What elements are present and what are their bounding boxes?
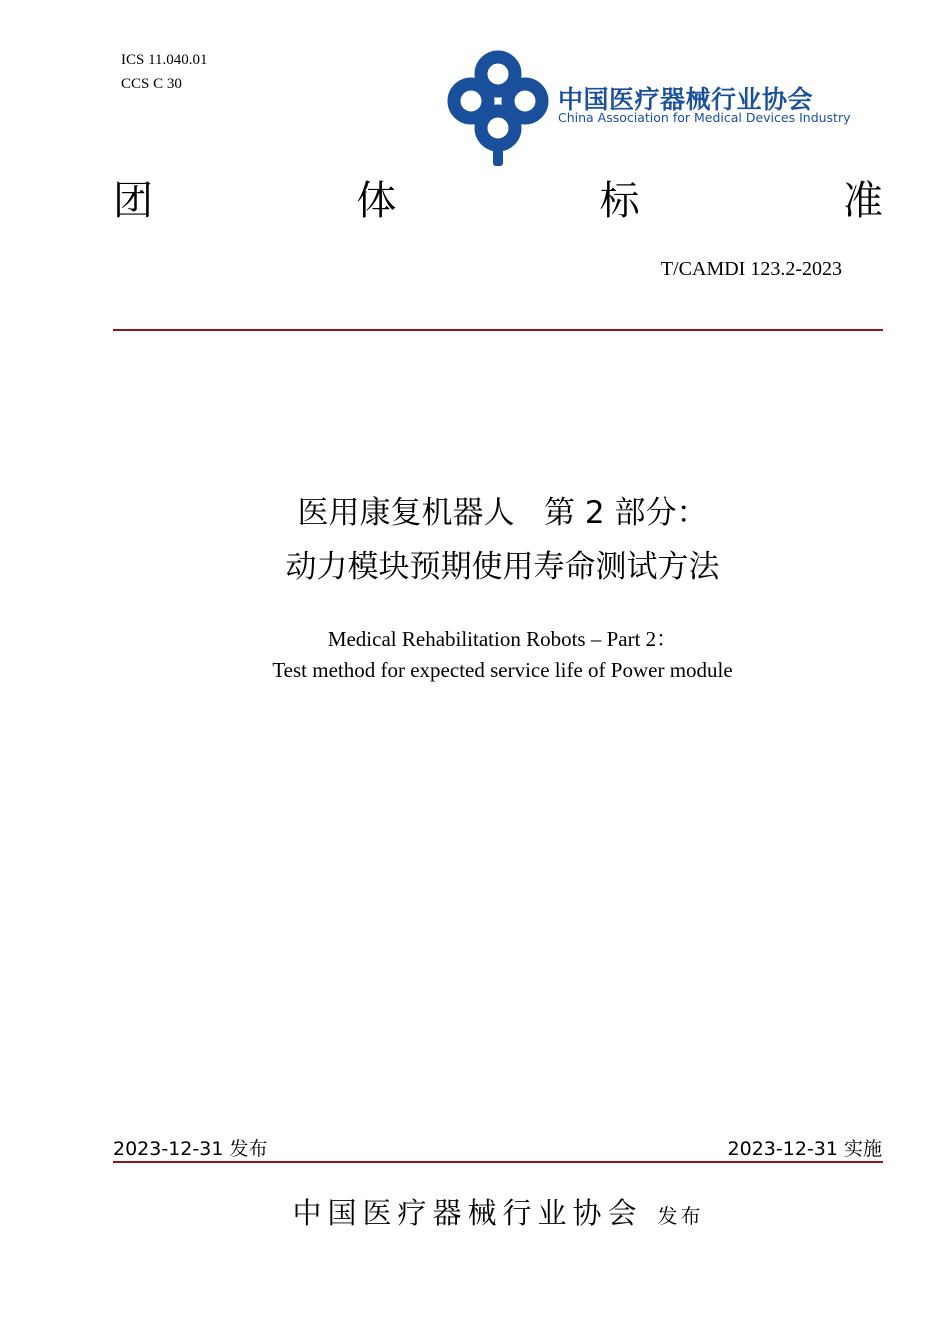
logo-org-name-cn: 中国医疗器械行业协会 <box>558 85 814 114</box>
publish-date: 2023-12-31 发布 <box>113 1138 268 1160</box>
doc-type-char: 标 <box>599 178 640 224</box>
chinese-knot-logo-icon <box>444 44 554 170</box>
logo-org-name-en: China Association for Medical Devices Industry <box>558 110 851 125</box>
implementation-date: 2023-12-31 实施 <box>727 1138 882 1160</box>
title-en-line-1: Medical Rehabilitation Robots – Part 2： <box>327 627 678 651</box>
doc-type-char: 体 <box>356 178 397 224</box>
title-chinese <box>0 486 950 594</box>
ccs-code: CCS C 30 <box>121 76 182 92</box>
doc-type-char: 团 <box>113 178 153 224</box>
document-type-heading <box>113 176 883 226</box>
publisher-line <box>0 1191 950 1232</box>
title-en-line-2: Test method for expected service life of Power module <box>272 658 733 682</box>
publisher-name: 中国医疗器械行业协会 <box>292 1196 643 1230</box>
top-divider <box>113 329 883 331</box>
title-cn-line-1: 医用康复机器人 第 2 部分： <box>297 495 708 531</box>
standard-number: T/CAMDI 123.2-2023 <box>660 258 842 280</box>
title-cn-line-2: 动力模块预期使用寿命测试方法 <box>285 549 720 585</box>
publisher-suffix: 发布 <box>657 1204 704 1228</box>
doc-type-char: 准 <box>842 178 883 224</box>
ics-code: ICS 11.040.01 <box>121 52 208 68</box>
title-english <box>0 624 950 686</box>
bottom-divider <box>113 1161 883 1163</box>
classification-codes <box>121 48 208 96</box>
